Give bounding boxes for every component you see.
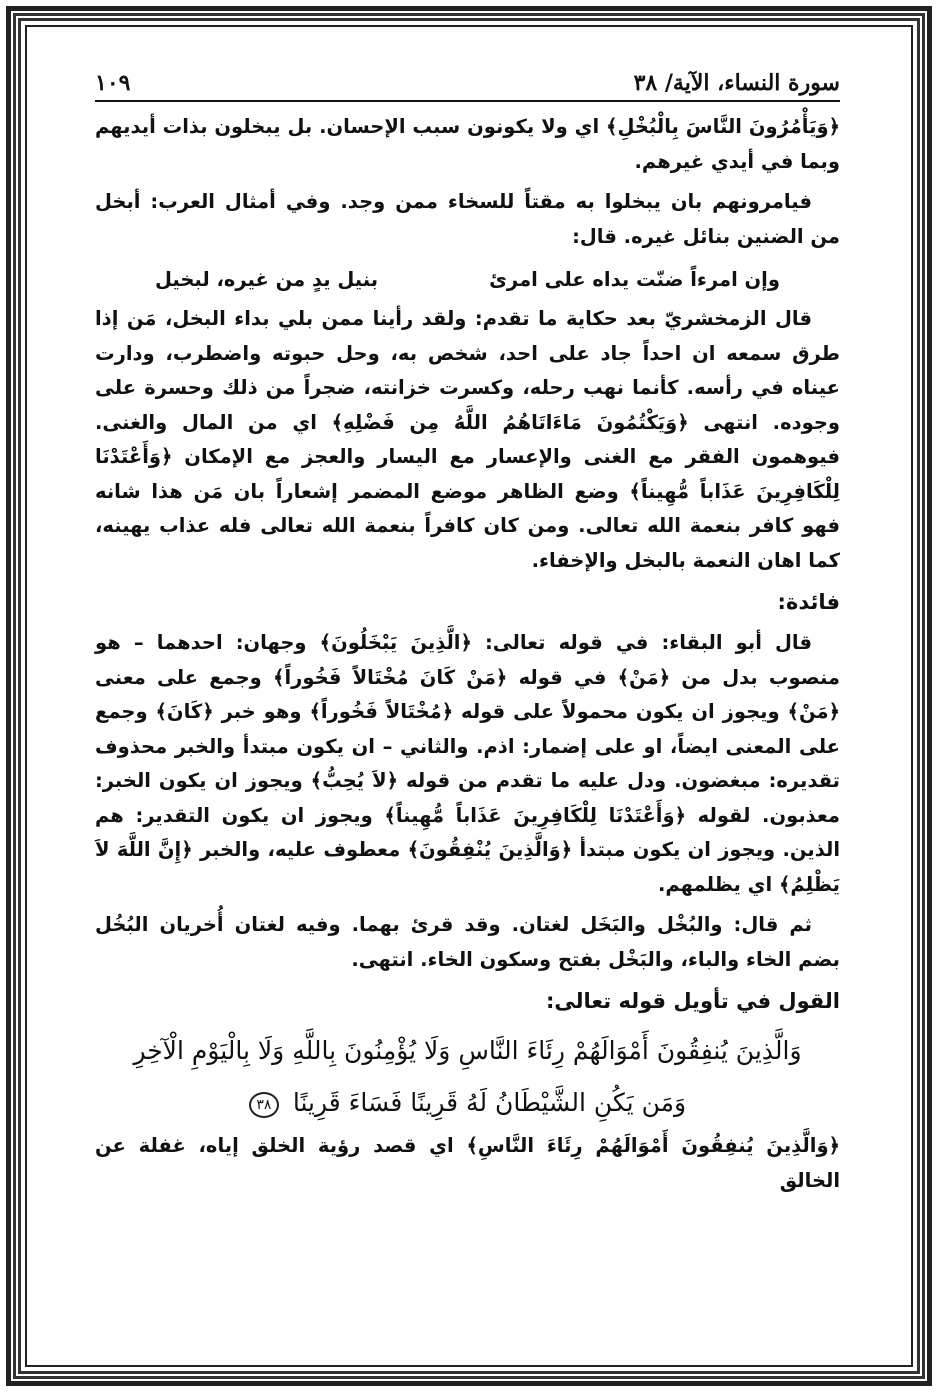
section-heading: القول في تأويل قوله تعالى: [546, 989, 840, 1013]
paragraph: ثم قال: والبُخْل والبَخَل لغتان. وقد قرئ بهما. وفيه لغتان أُخريان البُخُل بضم الخاء والباء، والبَخْل بفتح وسكون الخاء. انتهى. [95, 913, 840, 971]
paragraph: قال الزمخشريّ بعد حكاية ما تقدم: ولقد رأينا ممن بلي بداء البخل، مَن إذا طرق سمعه ان احداً جاد على احد، شخص به، وحل حبوته واضطرب، ودارت عيناه في رأسه. كأنما نهب رحله، وكسرت خزانته، ضجراً من ذلك وحسرة على وجوده. انتهى ﴿وَيَكْتُمُونَ مَاءَاتَاهُمُ اللَّهُ مِن فَضْلِهِ﴾ اي من المال والغنى. فيوهمون الفقر مع الغنى والإعسار مع اليسار والعجز مع الإمكان ﴿وَأَعْتَدْنَا لِلْكَافِرِينَ عَذَاباً مُّهِيناً﴾ وضع الظاهر موضع المضمر إشعاراً بان مَن هذا شانه فهو كافر بنعمة الله تعالى. ومن كان كافراً بنعمة الله تعالى فله عذاب يهينه، كما اهان النعمة بالبخل والإخفاء. [95, 307, 840, 572]
quran-verse [95, 1025, 840, 1129]
verse-line-2-text: وَمَن يَكُنِ الشَّيْطَانُ لَهُ قَرِينًا فَسَاءَ قَرِينًا [292, 1088, 687, 1117]
paragraph: ﴿وَالَّذِينَ يُنفِقُونَ أَمْوَالَهُمْ رِئَاءَ النَّاسِ﴾ اي قصد رؤية الخلق إياه، غفلة عن الخالق [95, 1134, 840, 1192]
verse-line-1: وَالَّذِينَ يُنفِقُونَ أَمْوَالَهُمْ رِئَاءَ النَّاسِ وَلَا يُؤْمِنُونَ بِاللَّهِ وَلَا بِالْيَوْمِ الْآخِرِ [133, 1036, 802, 1065]
paragraph: فيامرونهم بان يبخلوا به مقتاً للسخاء ممن وجد. وفي أمثال العرب: أبخل من الضنين بنائل غيره. قال: [95, 190, 840, 248]
header-title: سورة النساء، الآية/ ٣٨ [633, 70, 840, 96]
verse-number-badge: ٣٨ [249, 1092, 279, 1118]
poem-verse [95, 260, 840, 300]
faida-heading: فائدة: [777, 590, 840, 614]
running-header [95, 60, 840, 102]
poem-hemistich-first: وإن امرءاً ضنّت يداه على امرئ [489, 268, 780, 291]
verse-line-2 [95, 1077, 840, 1129]
book-page [95, 60, 840, 1320]
paragraph: ﴿وَيَأْمُرُونَ النَّاسَ بِالْبُخْلِ﴾ اي ولا يكونون سبب الإحسان. بل يبخلون بذات أيديهم وبما في أيدي غيرهم. [95, 115, 840, 173]
paragraph: قال أبو البقاء: في قوله تعالى: ﴿الَّذِينَ يَبْخَلُونَ﴾ وجهان: احدهما – هو منصوب بدل من ﴿مَنْ﴾ في قوله ﴿مَنْ كَانَ مُخْتَالاً فَخُوراً﴾ وجمع على معنى ﴿مَنْ﴾ ويجوز ان يكون محمولاً على قوله ﴿مُخْتَالاً فَخُوراً﴾ وهو خبر ﴿كَانَ﴾ وجمع على المعنى ايضاً، او على إضمار: اذم. والثاني – ان يكون مبتدأ والخبر محذوف تقديره: مبغضون. ودل عليه ما تقدم من قوله ﴿لاَ يُحِبُّ﴾ ويجوز ان يكون الخبر: معذبون. لقوله ﴿وَأَعْتَدْنَا لِلْكَافِرِينَ عَذَاباً مُّهِيناً﴾ ويجوز ان يكون التقدير: هم الذين. ويجوز ان يكون مبتدأ ﴿وَالَّذِينَ يُنْفِقُونَ﴾ معطوف عليه، والخبر ﴿إِنَّ اللَّهَ لاَ يَظْلِمُ﴾ اي يظلمهم. [95, 631, 840, 896]
poem-hemistich-second: بنيل يدٍ من غيره، لبخيل [155, 268, 379, 291]
page-number: ١٠٩ [95, 70, 131, 96]
